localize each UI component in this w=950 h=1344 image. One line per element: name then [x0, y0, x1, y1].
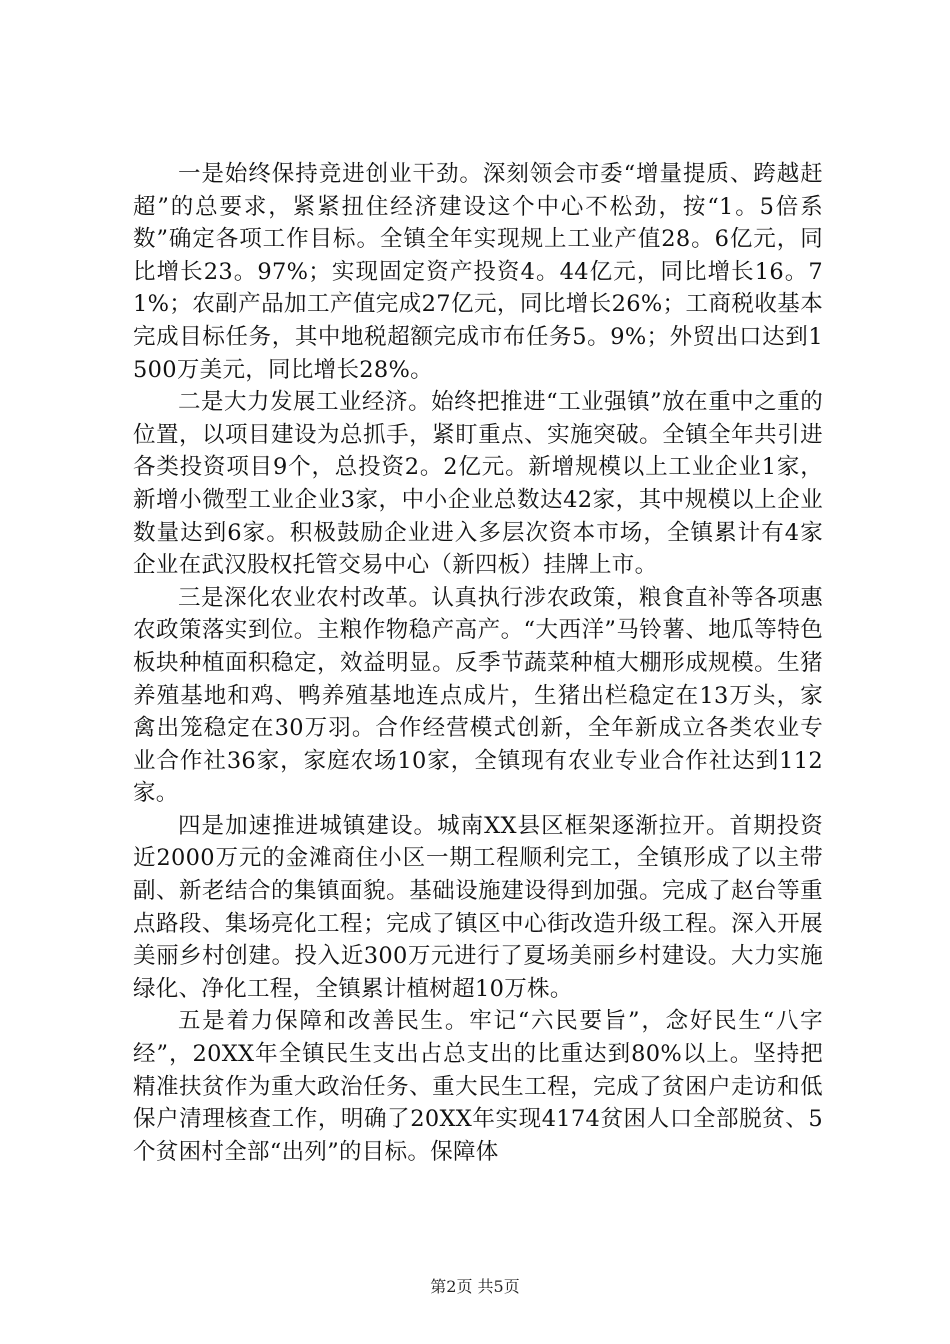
- paragraph-industry-drive: 一是始终保持竞进创业干劲。深刻领会市委“增量提质、跨越赶超”的总要求，紧紧扭住经济建设这个中心不松劲，按“1。5倍系数”确定各项工作目标。全镇全年实现规上工业产值28。6亿元，同比增长23。97%；实现固定资产投资4。44亿元，同比增长16。71%；农副产品加工产值完成27亿元，同比增长26%；工商税收基本完成目标任务，其中地税超额完成市布任务5。9%；外贸出口达到1500万美元，同比增长28%。: [133, 161, 823, 383]
- paragraph-industrial-economy: 二是大力发展工业经济。始终把推进“工业强镇”放在重中之重的位置，以项目建设为总抓手，紧盯重点、实施突破。全镇全年共引进各类投资项目9个，总投资2。2亿元。新增规模以上工业企业1家，新增小微型工业企业3家，中小企业总数达42家，其中规模以上企业数量达到6家。积极鼓励企业进入多层次资本市场，全镇累计有4家企业在武汉股权托管交易中心（新四板）挂牌上市。: [133, 389, 823, 579]
- document-body: [133, 158, 823, 1168]
- paragraph-town-construction: 四是加速推进城镇建设。城南XX县区框架逐渐拉开。首期投资近2000万元的金滩商住小区一期工程顺利完工，全镇形成了以主带副、新老结合的集镇面貌。基础设施建设得到加强。完成了赵台等重点路段、集场亮化工程；完成了镇区中心街改造升级工程。深入开展美丽乡村创建。投入近300万元进行了夏场美丽乡村建设。大力实施绿化、净化工程，全镇累计植树超10万株。: [133, 812, 823, 1002]
- paragraph-agriculture-reform: 三是深化农业农村改革。认真执行涉农政策，粮食直补等各项惠农政策落实到位。主粮作物稳产高产。“大西洋”马铃薯、地瓜等特色板块种植面积稳定，效益明显。反季节蔬菜种植大棚形成规模。生猪养殖基地和鸡、鸭养殖基地连点成片，生猪出栏稳定在13万头，家禽出笼稳定在30万羽。合作经营模式创新，全年新成立各类农业专业合作社36家，家庭农场10家，全镇现有农业专业合作社达到112家。: [133, 584, 823, 807]
- paragraph-livelihood: 五是着力保障和改善民生。牢记“六民要旨”，念好民生“八字经”，20XX年全镇民生支出占总支出的比重达到80%以上。坚持把精准扶贫作为重大政治任务、重大民生工程，完成了贫困户走访和低保户清理核查工作，明确了20XX年实现4174贫困人口全部脱贫、5个贫困村全部“出列”的目标。保障体: [133, 1008, 823, 1165]
- page-number-footer: 第2页 共5页: [430, 1277, 520, 1296]
